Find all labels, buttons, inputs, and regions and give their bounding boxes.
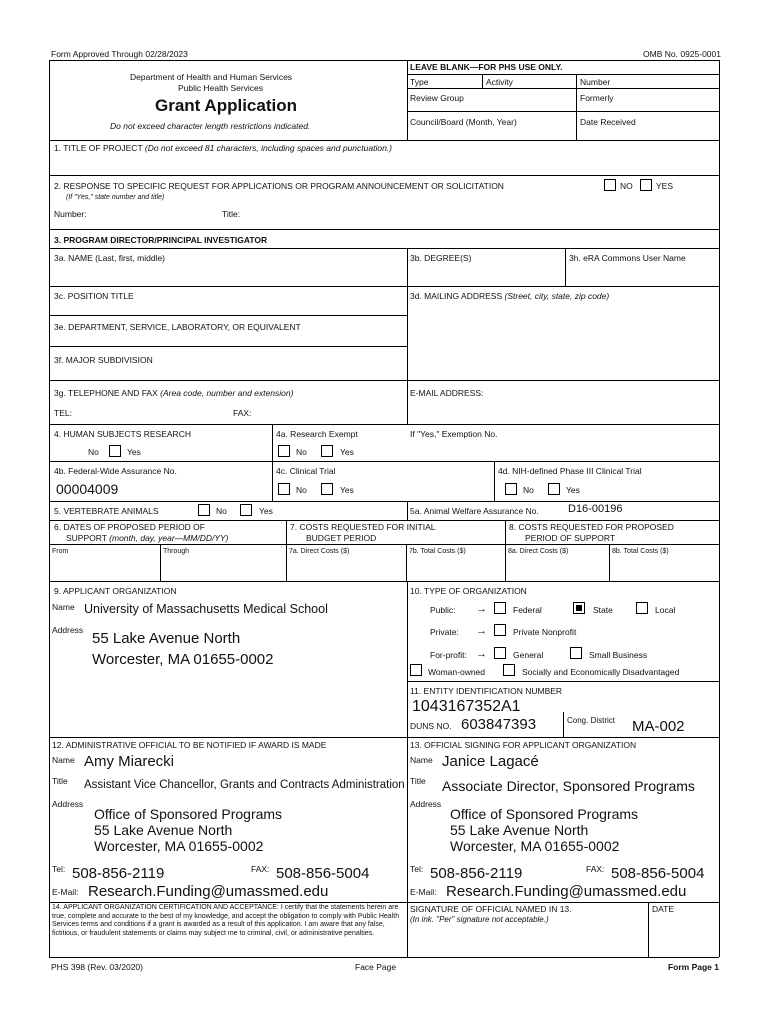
lb-line2 bbox=[407, 88, 719, 89]
signing-email: Research.Funding@umassmed.edu bbox=[446, 883, 687, 900]
s7-vline bbox=[505, 520, 506, 581]
s3d-note: (Street, city, state, zip code) bbox=[504, 291, 610, 301]
s3g-label bbox=[54, 388, 293, 398]
s4d-yes-checkbox[interactable] bbox=[548, 483, 560, 495]
s5-yes-checkbox[interactable] bbox=[240, 504, 252, 516]
s12-address-label: Address bbox=[52, 799, 84, 809]
dept-name: Department of Health and Human Services bbox=[130, 72, 293, 82]
s13-label: 13. OFFICIAL SIGNING FOR APPLICANT ORGANIZATION bbox=[410, 740, 637, 750]
admin-fax: 508-856-5004 bbox=[276, 865, 370, 882]
s10-woman-owned: Woman-owned bbox=[428, 667, 486, 677]
s13-address-label: Address bbox=[410, 799, 442, 809]
admin-email: Research.Funding@umassmed.edu bbox=[88, 883, 329, 900]
s3f-label: 3f. MAJOR SUBDIVISION bbox=[54, 355, 153, 365]
signing-address-line2: 55 Lake Avenue North bbox=[450, 822, 589, 838]
s2-number: Number: bbox=[54, 209, 87, 219]
s4c-no-label: No bbox=[296, 485, 307, 495]
s12-label: 12. ADMINISTRATIVE OFFICIAL TO BE NOTIFIED IF AWARD IS MADE bbox=[52, 740, 327, 750]
s4a-yes-label: Yes bbox=[340, 447, 354, 457]
private-nonprofit-checkbox[interactable] bbox=[494, 624, 506, 636]
s8-label2: PERIOD OF SUPPORT bbox=[525, 533, 616, 543]
s6-through: Through bbox=[163, 548, 190, 555]
s4-yes-label: Yes bbox=[127, 447, 141, 457]
s3-heading: 3. PROGRAM DIRECTOR/PRINCIPAL INVESTIGATOR bbox=[54, 235, 268, 245]
s13-title-label: Title bbox=[410, 776, 426, 786]
date-label: DATE bbox=[652, 904, 675, 914]
s12-fax-label: FAX: bbox=[251, 864, 270, 874]
s4c-label: 4c. Clinical Trial bbox=[276, 466, 336, 476]
admin-address-line2: 55 Lake Avenue North bbox=[94, 822, 233, 838]
s12-name-label: Name bbox=[52, 755, 75, 765]
s3b-label: 3b. DEGREE(S) bbox=[410, 253, 472, 263]
s5a-label: 5a. Animal Welfare Assurance No. bbox=[410, 506, 539, 516]
s5-no-checkbox[interactable] bbox=[198, 504, 210, 516]
s3h-label: 3h. eRA Commons User Name bbox=[569, 253, 686, 263]
s10-label: 10. TYPE OF ORGANIZATION bbox=[410, 586, 527, 596]
admin-official-title: Assistant Vice Chancellor, Grants and Contracts Administration bbox=[84, 779, 405, 791]
s2-top bbox=[49, 175, 719, 176]
s14-top bbox=[49, 902, 719, 903]
applicant-org-name: University of Massachusetts Medical School bbox=[84, 602, 328, 616]
s8-vline2 bbox=[609, 544, 610, 581]
lb-date-received: Date Received bbox=[580, 117, 636, 127]
lb-review-group: Review Group bbox=[410, 93, 464, 103]
s3-vline2 bbox=[565, 248, 566, 286]
s10-forprofit-arrow: → bbox=[476, 648, 487, 660]
s7-vline2 bbox=[406, 544, 407, 581]
s6-label2-text: SUPPORT bbox=[66, 533, 107, 543]
lb-type: Type bbox=[410, 77, 429, 87]
form-page-number: Form Page 1 bbox=[667, 962, 719, 972]
s10-small-business: Small Business bbox=[589, 650, 648, 660]
s3-line2 bbox=[49, 286, 719, 287]
applicant-address-line1: 55 Lake Avenue North bbox=[92, 630, 241, 647]
omb-number: OMB No. 0925-0001 bbox=[643, 49, 721, 59]
duns-number: 603847393 bbox=[461, 716, 537, 733]
s13-fax-label: FAX: bbox=[586, 864, 605, 874]
s10-public-arrow: → bbox=[476, 603, 487, 615]
s3-line5 bbox=[49, 380, 719, 381]
s12-title-label: Title bbox=[52, 776, 68, 786]
s3a-label: 3a. NAME (Last, first, middle) bbox=[54, 253, 166, 263]
s12-tel-label: Tel: bbox=[52, 864, 66, 874]
s3-fax-label: FAX: bbox=[233, 408, 252, 418]
s4-line bbox=[49, 461, 719, 462]
s4d-label: 4d. NIH-defined Phase III Clinical Trial bbox=[498, 466, 642, 476]
signing-official-title: Associate Director, Sponsored Programs bbox=[442, 778, 695, 794]
s12-top bbox=[49, 737, 719, 738]
title-instructions: Do not exceed character length restrictions indicated. bbox=[110, 121, 311, 131]
s5-top bbox=[49, 501, 719, 502]
lb-vline2 bbox=[576, 74, 577, 140]
duns-label: DUNS NO. bbox=[410, 721, 452, 731]
s5-vline bbox=[407, 501, 408, 521]
s10-private: Private: bbox=[430, 627, 459, 637]
s5-no-label: No bbox=[216, 506, 227, 516]
s6-top bbox=[49, 520, 719, 521]
form-revision: PHS 398 (Rev. 03/2020) bbox=[51, 962, 143, 972]
signing-address-line1: Office of Sponsored Programs bbox=[450, 806, 639, 822]
s9-name-label: Name bbox=[52, 602, 75, 612]
s3-line bbox=[49, 248, 719, 249]
s4c-yes-checkbox[interactable] bbox=[321, 483, 333, 495]
s4a-yes-checkbox[interactable] bbox=[321, 445, 333, 457]
lb-vline bbox=[482, 74, 483, 88]
s3-top bbox=[49, 229, 719, 230]
s10-federal: Federal bbox=[513, 605, 542, 615]
s3-line4 bbox=[49, 346, 407, 347]
s4a-label: 4a. Research Exempt bbox=[276, 429, 358, 439]
s10-private-nonprofit: Private Nonprofit bbox=[513, 627, 577, 637]
s10-state: State bbox=[593, 605, 613, 615]
certification-text: 14. APPLICANT ORGANIZATION CERTIFICATION AND ACCEPTANCE: I certify that the statements herein are true, complete and accurate to the best of my knowledge, and accept the obligation to comply with Public Health Services terms and conditions if a grant is awarded as a result of this application. I am aware that any false, fictitious, or fraudulent statements or claims may subject me to criminal, civil, or administrative penalties. bbox=[52, 904, 400, 937]
s2-yes-checkbox[interactable] bbox=[640, 179, 652, 191]
fwa-number: 00004009 bbox=[56, 481, 119, 497]
state-checkbox[interactable] bbox=[573, 602, 585, 614]
general-checkbox[interactable] bbox=[494, 647, 506, 659]
disadvantaged-checkbox[interactable] bbox=[503, 664, 515, 676]
page-title: Grant Application bbox=[155, 96, 297, 115]
admin-tel: 508-856-2119 bbox=[72, 865, 165, 882]
s8a-label: 8a. Direct Costs ($) bbox=[508, 548, 569, 555]
s4-vline bbox=[272, 424, 273, 501]
admin-address-line3: Worcester, MA 01655-0002 bbox=[94, 838, 264, 854]
awa-number: D16-00196 bbox=[568, 503, 623, 515]
s8b-label: 8b. Total Costs ($) bbox=[612, 548, 669, 555]
small-business-checkbox[interactable] bbox=[570, 647, 582, 659]
s3-email-label: E-MAIL ADDRESS: bbox=[410, 388, 484, 398]
face-page: Face Page bbox=[355, 962, 397, 972]
s11-vline bbox=[563, 712, 564, 737]
s4-no-checkbox[interactable] bbox=[109, 445, 121, 457]
s7-label2: BUDGET PERIOD bbox=[306, 533, 377, 543]
s10-disadvantaged: Socially and Economically Disadvantaged bbox=[522, 667, 680, 677]
s6-vline2 bbox=[160, 544, 161, 581]
s4c-no-checkbox[interactable] bbox=[278, 483, 290, 495]
s4d-no-checkbox[interactable] bbox=[505, 483, 517, 495]
s2-no-checkbox[interactable] bbox=[604, 179, 616, 191]
s3g-label-text: 3g. TELEPHONE AND FAX bbox=[54, 388, 158, 398]
s13-tel-label: Tel: bbox=[410, 864, 424, 874]
s2-title: Title: bbox=[222, 209, 241, 219]
signing-tel: 508-856-2119 bbox=[430, 865, 523, 882]
s13-name-label: Name bbox=[410, 755, 433, 765]
s3-tel-label: TEL: bbox=[54, 408, 72, 418]
s3c-label: 3c. POSITION TITLE bbox=[54, 291, 134, 301]
s1-label-text: 1. TITLE OF PROJECT bbox=[54, 143, 143, 153]
s6-line bbox=[49, 544, 719, 545]
leave-blank-divider bbox=[407, 60, 408, 140]
s9-label: 9. APPLICANT ORGANIZATION bbox=[54, 586, 177, 596]
s10-public: Public: bbox=[430, 605, 456, 615]
s7-label: 7. COSTS REQUESTED FOR INITIAL bbox=[290, 522, 436, 532]
applicant-address-line2: Worcester, MA 01655-0002 bbox=[92, 651, 274, 668]
s3e-label: 3e. DEPARTMENT, SERVICE, LABORATORY, OR EQUIVALENT bbox=[54, 322, 301, 332]
s2-yes-label: YES bbox=[656, 181, 674, 191]
frame-bottom bbox=[49, 957, 719, 958]
s2-no-label: NO bbox=[620, 181, 633, 191]
signing-official-name: Janice Lagacé bbox=[442, 753, 539, 770]
lb-formerly: Formerly bbox=[580, 93, 614, 103]
lb-number: Number bbox=[580, 77, 611, 87]
s12-email-label: E-Mail: bbox=[52, 887, 79, 897]
s9-top bbox=[49, 581, 719, 582]
s4b-label: 4b. Federal-Wide Assurance No. bbox=[54, 466, 177, 476]
s4a-no-checkbox[interactable] bbox=[278, 445, 290, 457]
s9-address-label: Address bbox=[52, 625, 84, 635]
s3d-label bbox=[410, 291, 609, 301]
s4-no-label: No bbox=[88, 447, 99, 457]
s4d-no-label: No bbox=[523, 485, 534, 495]
s5-yes-label: Yes bbox=[259, 506, 273, 516]
s4-vline2 bbox=[494, 461, 495, 501]
s14-vline bbox=[648, 902, 649, 957]
lb-line bbox=[407, 74, 719, 75]
lb-activity: Activity bbox=[486, 77, 513, 87]
s9-vline bbox=[407, 581, 408, 737]
s7b-label: 7b. Total Costs ($) bbox=[409, 548, 466, 555]
signature-note: (In ink. "Per" signature not acceptable.) bbox=[410, 915, 549, 924]
s3g-note: (Area code, number and extension) bbox=[160, 388, 294, 398]
s3-line3 bbox=[49, 315, 407, 316]
s10-private-arrow: → bbox=[476, 625, 487, 637]
s6-from: From bbox=[52, 548, 69, 555]
form-approved-date: Form Approved Through 02/28/2023 bbox=[51, 49, 188, 59]
s1-label bbox=[54, 143, 392, 153]
s4a-no-label: No bbox=[296, 447, 307, 457]
s4-if-yes: If "Yes," Exemption No. bbox=[410, 429, 498, 439]
frame-right bbox=[719, 60, 720, 957]
frame-top bbox=[49, 60, 719, 61]
s2-label: 2. RESPONSE TO SPECIFIC REQUEST FOR APPLICATIONS OR PROGRAM ANNOUNCEMENT OR SOLICITATION bbox=[54, 181, 504, 191]
frame-left bbox=[49, 60, 50, 957]
federal-checkbox[interactable] bbox=[494, 602, 506, 614]
s6-label: 6. DATES OF PROPOSED PERIOD OF bbox=[54, 522, 205, 532]
phs-name: Public Health Services bbox=[178, 83, 264, 93]
s7a-label: 7a. Direct Costs ($) bbox=[289, 548, 350, 555]
cong-district-label: Cong. District bbox=[567, 716, 616, 725]
s4c-yes-label: Yes bbox=[340, 485, 354, 495]
s11-top bbox=[407, 681, 719, 682]
s3-vline bbox=[407, 248, 408, 424]
cong-district: MA-002 bbox=[632, 718, 685, 735]
s13-email-label: E-Mail: bbox=[410, 887, 437, 897]
admin-official-name: Amy Miarecki bbox=[84, 753, 175, 770]
signature-label: SIGNATURE OF OFFICIAL NAMED IN 13. bbox=[410, 904, 572, 914]
s6-label2 bbox=[66, 533, 229, 543]
s4d-yes-label: Yes bbox=[566, 485, 580, 495]
signing-fax: 508-856-5004 bbox=[611, 865, 705, 882]
s10-local: Local bbox=[655, 605, 676, 615]
woman-owned-checkbox[interactable] bbox=[410, 664, 422, 676]
s5-label: 5. VERTEBRATE ANIMALS bbox=[54, 506, 159, 516]
admin-address-line1: Office of Sponsored Programs bbox=[94, 806, 283, 822]
s6-vline bbox=[286, 520, 287, 581]
s8-label: 8. COSTS REQUESTED FOR PROPOSED bbox=[509, 522, 674, 532]
s1-top bbox=[49, 140, 719, 141]
s10-forprofit: For-profit: bbox=[430, 650, 467, 660]
leave-blank-heading: LEAVE BLANK—FOR PHS USE ONLY. bbox=[410, 62, 563, 72]
s12-vline bbox=[407, 737, 408, 957]
signing-address-line3: Worcester, MA 01655-0002 bbox=[450, 838, 620, 854]
local-checkbox[interactable] bbox=[636, 602, 648, 614]
s2-note: (If "Yes," state number and title) bbox=[66, 194, 165, 201]
s10-general: General bbox=[513, 650, 544, 660]
entity-id-number: 1043167352A1 bbox=[412, 698, 521, 715]
lb-council: Council/Board (Month, Year) bbox=[410, 117, 517, 127]
s1-note: (Do not exceed 81 characters, including spaces and punctuation.) bbox=[144, 143, 392, 153]
s4-top bbox=[49, 424, 719, 425]
s11-label: 11. ENTITY IDENTIFICATION NUMBER bbox=[410, 686, 563, 696]
s4-label: 4. HUMAN SUBJECTS RESEARCH bbox=[54, 429, 191, 439]
lb-line3 bbox=[407, 111, 719, 112]
s3d-label-text: 3d. MAILING ADDRESS bbox=[410, 291, 503, 301]
s6-note: (month, day, year—MM/DD/YY) bbox=[109, 533, 229, 543]
